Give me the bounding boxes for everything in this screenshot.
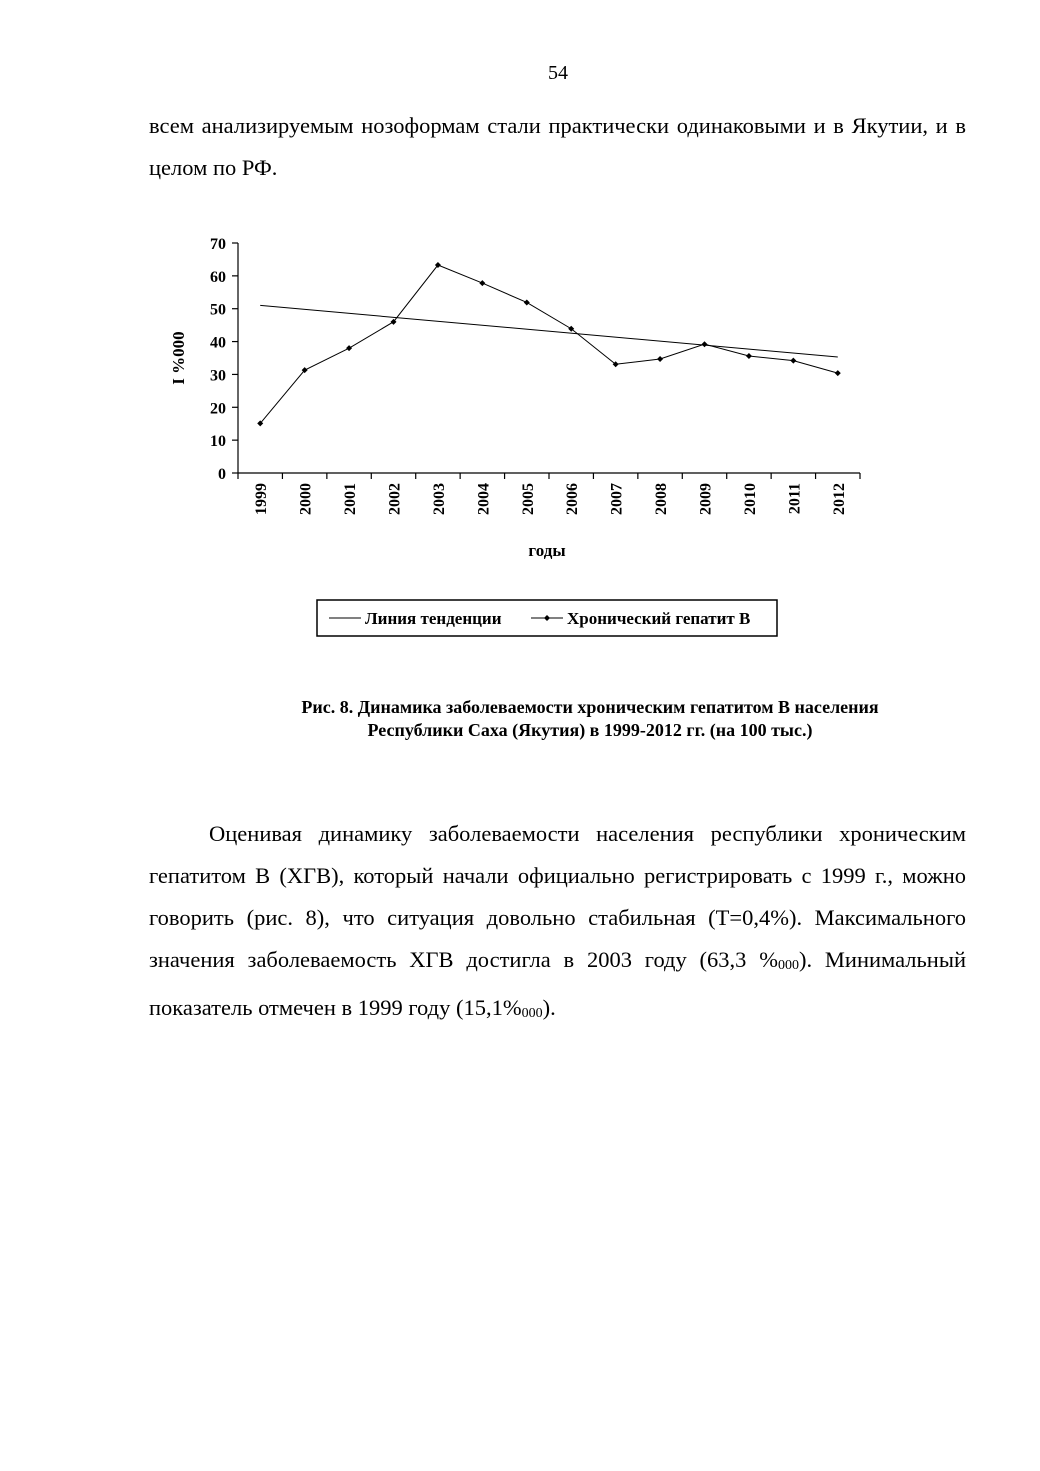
data-point [346,345,352,351]
y-tick-label: 60 [210,268,226,286]
series-line-hepatitis-b [260,265,838,423]
caption-line-2: Республики Саха (Якутия) в 1999-2012 гг. (на 100 тыс.) [367,720,813,740]
data-point [702,341,708,347]
caption-line-1: Рис. 8. Динамика заболеваемости хроническим гепатитом В населения [301,697,879,717]
legend-label-hepatitis-b: Хронический гепатит В [567,609,751,628]
x-tick-label: 2002 [386,483,404,515]
x-tick-label: 2005 [519,483,537,515]
incidence-line-chart [150,225,890,665]
per-100k-subscript-2: 000 [521,1006,543,1021]
y-tick-label: 20 [210,400,226,418]
x-tick-label: 2003 [430,483,448,515]
y-tick-label: 50 [210,301,226,319]
y-tick-label: 10 [210,433,226,451]
x-tick-label: 2007 [608,483,626,515]
x-tick-label: 2010 [741,483,759,515]
x-tick-label: 2012 [830,483,848,515]
data-point [746,353,752,359]
y-tick-label: 40 [210,334,226,352]
data-point [524,299,530,305]
x-tick-label: 1999 [253,483,271,515]
paragraph-bottom [149,813,966,1035]
data-point [790,358,796,364]
paragraph-bottom-text-2: ). Минимальный показатель отмечен в 1999 году (15,1% [149,947,966,1020]
data-point [835,370,841,376]
figure-caption [200,696,980,742]
page-number: 54 [548,62,568,84]
legend-label-trend: Линия тенденции [365,609,502,628]
data-point [657,356,663,362]
x-tick-label: 2008 [653,483,671,515]
paragraph-top: всем анализируемым нозоформам стали практически одинаковыми и в Якутии, и в целом по РФ. [149,113,966,180]
x-tick-label: 2000 [297,483,315,515]
x-tick-label: 2009 [697,483,715,515]
x-tick-label: 2006 [564,483,582,515]
y-axis-title: I %000 [169,331,188,385]
per-100k-subscript-1: 000 [777,958,799,973]
paragraph-bottom-text-1: Оценивая динамику заболеваемости населения республики хроническим гепатитом В (ХГВ), который начали официально регистрировать с 1999 г., можно говорить (рис. 8), что ситуация довольно стабильная (Т=0,4%). Максимального значения заболеваемость ХГВ достигла в 2003 году (63,3 % [149,821,966,972]
y-tick-label: 70 [210,236,226,253]
paragraph-bottom-text-3: ). [542,995,556,1020]
y-tick-label: 30 [210,367,226,385]
data-point [479,280,485,286]
x-tick-label: 2001 [342,483,360,515]
x-axis-title: годы [528,541,566,560]
y-tick-label: 0 [218,466,226,483]
x-tick-label: 2004 [475,483,493,515]
x-tick-label: 2011 [786,483,804,515]
